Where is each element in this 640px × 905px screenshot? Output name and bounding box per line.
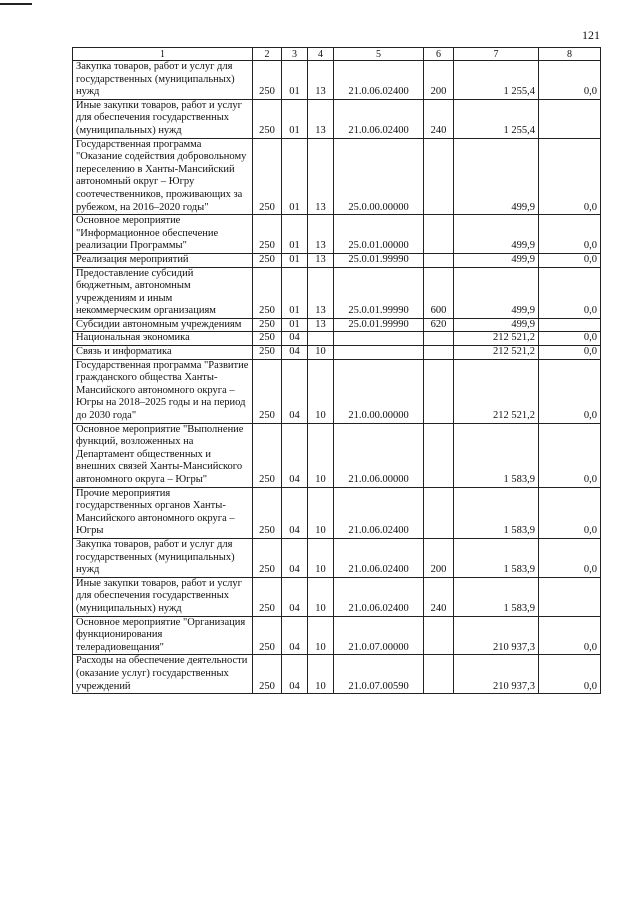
- cell-col-csr: [334, 332, 424, 346]
- header-col-name: 1: [73, 48, 253, 61]
- cell-col-sum: 1 583,9: [454, 538, 539, 577]
- table-body: [73, 61, 601, 694]
- cell-col-gr: 250: [253, 359, 282, 423]
- page-number: 121: [582, 28, 600, 42]
- cell-col-vr: [424, 487, 454, 538]
- cell-col-pr: 13: [308, 99, 334, 138]
- cell-col-vr: [424, 346, 454, 360]
- cell-col-sum: 499,9: [454, 253, 539, 267]
- cell-col-rz: 01: [282, 99, 308, 138]
- header-col-csr: 5: [334, 48, 424, 61]
- cell-col-rz: 04: [282, 655, 308, 694]
- cell-col-vr: [424, 616, 454, 655]
- table-row: [73, 267, 601, 318]
- cell-col-pr: [308, 332, 334, 346]
- cell-col-gr: 250: [253, 655, 282, 694]
- cell-col-name: Основное мероприятие "Информационное обеспечение реализации Программы": [73, 215, 253, 254]
- cell-col-sum2: 0,0: [539, 138, 601, 215]
- cell-col-name: Государственная программа "Развитие гражданского общества Ханты-Мансийского автономного округа – Югры на 2018–2025 годы и на период до 2030 года": [73, 359, 253, 423]
- cell-col-sum2: 0,0: [539, 655, 601, 694]
- cell-col-name: Предоставление субсидий бюджетным, автономным учреждениям и иным некоммерческим организациям: [73, 267, 253, 318]
- cell-col-vr: [424, 215, 454, 254]
- cell-col-sum: 212 521,2: [454, 359, 539, 423]
- header-row: [73, 48, 601, 61]
- cell-col-rz: 04: [282, 332, 308, 346]
- cell-col-rz: 01: [282, 138, 308, 215]
- table-row: [73, 487, 601, 538]
- cell-col-name: Субсидии автономным учреждениям: [73, 318, 253, 332]
- cell-col-sum: 1 255,4: [454, 99, 539, 138]
- cell-col-gr: 250: [253, 61, 282, 100]
- cell-col-sum2: 0,0: [539, 61, 601, 100]
- cell-col-rz: 01: [282, 267, 308, 318]
- cell-col-sum2: 0,0: [539, 538, 601, 577]
- cell-col-csr: 21.0.00.00000: [334, 359, 424, 423]
- cell-col-gr: 250: [253, 215, 282, 254]
- table-row: [73, 359, 601, 423]
- cell-col-csr: 25.0.01.00000: [334, 215, 424, 254]
- cell-col-sum: 1 583,9: [454, 423, 539, 487]
- cell-col-gr: 250: [253, 318, 282, 332]
- table-row: [73, 655, 601, 694]
- corner-mark: [0, 3, 32, 5]
- cell-col-csr: 21.0.07.00590: [334, 655, 424, 694]
- header-col-pr: 4: [308, 48, 334, 61]
- cell-col-name: Закупка товаров, работ и услуг для государственных (муниципальных) нужд: [73, 61, 253, 100]
- cell-col-sum2: 0,0: [539, 359, 601, 423]
- cell-col-csr: 21.0.06.02400: [334, 99, 424, 138]
- table-row: [73, 577, 601, 616]
- cell-col-pr: 10: [308, 359, 334, 423]
- cell-col-sum: 499,9: [454, 215, 539, 254]
- cell-col-rz: 01: [282, 61, 308, 100]
- cell-col-pr: 10: [308, 487, 334, 538]
- cell-col-name: Реализация мероприятий: [73, 253, 253, 267]
- cell-col-vr: 240: [424, 99, 454, 138]
- cell-col-pr: 10: [308, 346, 334, 360]
- header-col-gr: 2: [253, 48, 282, 61]
- cell-col-csr: 25.0.01.99990: [334, 253, 424, 267]
- cell-col-gr: 250: [253, 253, 282, 267]
- table-row: [73, 616, 601, 655]
- cell-col-sum2: 0,0: [539, 616, 601, 655]
- cell-col-sum: 499,9: [454, 318, 539, 332]
- cell-col-sum2: 0,0: [539, 332, 601, 346]
- cell-col-sum2: 0,0: [539, 487, 601, 538]
- cell-col-vr: [424, 332, 454, 346]
- cell-col-sum: 1 583,9: [454, 487, 539, 538]
- cell-col-csr: 21.0.06.02400: [334, 61, 424, 100]
- cell-col-pr: 13: [308, 138, 334, 215]
- cell-col-rz: 01: [282, 253, 308, 267]
- table-row: [73, 253, 601, 267]
- cell-col-rz: 04: [282, 346, 308, 360]
- cell-col-pr: 10: [308, 538, 334, 577]
- cell-col-sum2: 0,0: [539, 423, 601, 487]
- cell-col-gr: 250: [253, 267, 282, 318]
- table-row: [73, 332, 601, 346]
- cell-col-name: Расходы на обеспечение деятельности (оказание услуг) государственных учреждений: [73, 655, 253, 694]
- cell-col-gr: 250: [253, 99, 282, 138]
- cell-col-pr: 13: [308, 253, 334, 267]
- cell-col-pr: 10: [308, 616, 334, 655]
- header-col-sum2: 8: [539, 48, 601, 61]
- cell-col-csr: 25.0.01.99990: [334, 267, 424, 318]
- cell-col-vr: [424, 359, 454, 423]
- cell-col-gr: 250: [253, 577, 282, 616]
- cell-col-csr: 21.0.07.00000: [334, 616, 424, 655]
- cell-col-vr: [424, 423, 454, 487]
- table-row: [73, 138, 601, 215]
- cell-col-pr: 13: [308, 215, 334, 254]
- cell-col-sum: 499,9: [454, 138, 539, 215]
- cell-col-sum2: 0,0: [539, 215, 601, 254]
- cell-col-csr: 21.0.06.02400: [334, 577, 424, 616]
- cell-col-rz: 04: [282, 577, 308, 616]
- cell-col-pr: 10: [308, 577, 334, 616]
- cell-col-gr: 250: [253, 616, 282, 655]
- cell-col-name: Основное мероприятие "Организация функционирования телерадиовещания": [73, 616, 253, 655]
- cell-col-rz: 01: [282, 318, 308, 332]
- cell-col-sum: 212 521,2: [454, 346, 539, 360]
- cell-col-sum: 210 937,3: [454, 655, 539, 694]
- cell-col-sum2: [539, 577, 601, 616]
- cell-col-vr: 600: [424, 267, 454, 318]
- cell-col-name: Связь и информатика: [73, 346, 253, 360]
- cell-col-gr: 250: [253, 138, 282, 215]
- cell-col-sum: 212 521,2: [454, 332, 539, 346]
- cell-col-rz: 01: [282, 215, 308, 254]
- cell-col-csr: 25.0.00.00000: [334, 138, 424, 215]
- cell-col-gr: 250: [253, 538, 282, 577]
- cell-col-name: Основное мероприятие "Выполнение функций, возложенных на Департамент общественных и внешних связей Ханты-Мансийского автономного округа – Югры": [73, 423, 253, 487]
- cell-col-sum2: [539, 99, 601, 138]
- cell-col-pr: 13: [308, 267, 334, 318]
- table-row: [73, 538, 601, 577]
- cell-col-sum: 499,9: [454, 267, 539, 318]
- cell-col-rz: 04: [282, 359, 308, 423]
- cell-col-gr: 250: [253, 487, 282, 538]
- header-col-rz: 3: [282, 48, 308, 61]
- table-row: [73, 99, 601, 138]
- table-row: [73, 61, 601, 100]
- cell-col-pr: 10: [308, 655, 334, 694]
- table-row: [73, 423, 601, 487]
- cell-col-pr: 13: [308, 318, 334, 332]
- cell-col-pr: 10: [308, 423, 334, 487]
- budget-table: [72, 47, 601, 694]
- cell-col-csr: 21.0.06.02400: [334, 487, 424, 538]
- cell-col-sum2: 0,0: [539, 346, 601, 360]
- cell-col-csr: 25.0.01.99990: [334, 318, 424, 332]
- cell-col-sum: 1 255,4: [454, 61, 539, 100]
- table-row: [73, 318, 601, 332]
- cell-col-name: Государственная программа "Оказание содействия добровольному переселению в Ханты-Мансийский автономный округ – Югру соотечественников, проживающих за рубежом, на 2016–2020 годы": [73, 138, 253, 215]
- cell-col-sum2: [539, 318, 601, 332]
- cell-col-vr: [424, 655, 454, 694]
- header-col-sum: 7: [454, 48, 539, 61]
- cell-col-rz: 04: [282, 487, 308, 538]
- cell-col-name: Иные закупки товаров, работ и услуг для обеспечения государственных (муниципальных) нужд: [73, 577, 253, 616]
- cell-col-vr: 620: [424, 318, 454, 332]
- cell-col-sum2: 0,0: [539, 267, 601, 318]
- cell-col-rz: 04: [282, 538, 308, 577]
- cell-col-vr: [424, 138, 454, 215]
- cell-col-gr: 250: [253, 346, 282, 360]
- table-row: [73, 215, 601, 254]
- cell-col-gr: 250: [253, 332, 282, 346]
- cell-col-pr: 13: [308, 61, 334, 100]
- cell-col-name: Прочие мероприятия государственных органов Ханты-Мансийского автономного округа – Югры: [73, 487, 253, 538]
- header-col-vr: 6: [424, 48, 454, 61]
- cell-col-name: Иные закупки товаров, работ и услуг для обеспечения государственных (муниципальных) нужд: [73, 99, 253, 138]
- cell-col-csr: 21.0.06.02400: [334, 538, 424, 577]
- cell-col-rz: 04: [282, 423, 308, 487]
- cell-col-vr: 200: [424, 61, 454, 100]
- table-row: [73, 346, 601, 360]
- cell-col-sum: 210 937,3: [454, 616, 539, 655]
- cell-col-vr: [424, 253, 454, 267]
- cell-col-sum2: 0,0: [539, 253, 601, 267]
- cell-col-vr: 200: [424, 538, 454, 577]
- cell-col-gr: 250: [253, 423, 282, 487]
- cell-col-csr: [334, 346, 424, 360]
- cell-col-name: Национальная экономика: [73, 332, 253, 346]
- cell-col-name: Закупка товаров, работ и услуг для государственных (муниципальных) нужд: [73, 538, 253, 577]
- cell-col-rz: 04: [282, 616, 308, 655]
- cell-col-vr: 240: [424, 577, 454, 616]
- cell-col-csr: 21.0.06.00000: [334, 423, 424, 487]
- cell-col-sum: 1 583,9: [454, 577, 539, 616]
